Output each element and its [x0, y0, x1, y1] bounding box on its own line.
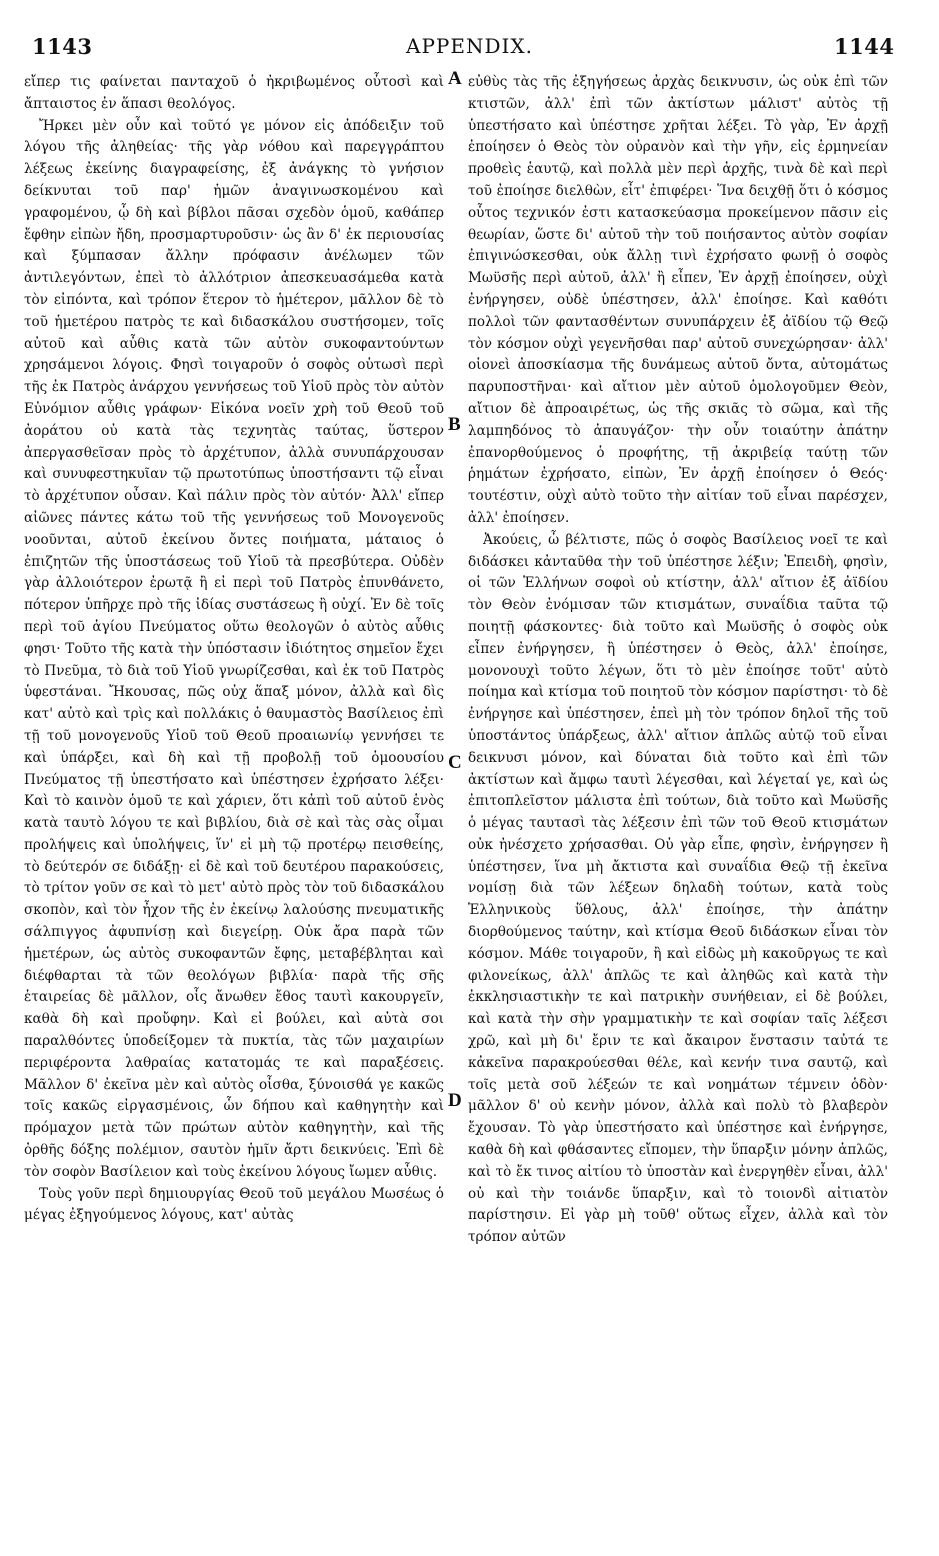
page-header	[0, 0, 939, 59]
running-title: APPENDIX.	[406, 34, 533, 58]
paragraph: Τοὺς γοῦν περὶ δημιουργίας Θεοῦ τοῦ μεγάλου Μωσέως ὁ μέγας ἐξηγούμενος λόγους, κατ' αὐτὰς	[24, 1185, 444, 1224]
paragraph: Ἀκούεις, ὦ βέλτιστε, πῶς ὁ σοφὸς Βασίλειος νοεῖ τε καὶ διδάσκει κἀνταῦθα τὴν τοῦ ὑπέστησε λέξιν; Ἐπειδὴ, φησὶν, οἱ τῶν Ἑλλήνων σοφοὶ οὐ κτίστην, ἀλλ' αἴτιον ἐξ ἀϊδίου τὸν Θεὸν ἐνόμισαν τῶν κτισμάτων, συναΐδια ταῦτα τῷ ποιητῇ φάσκοντες· διὰ τοῦτο καὶ Μωϋσῆς ὁ σοφὸς οὐκ εἶπεν ἐνήργησεν, ἢ ὑπέστησεν ὁ Θεὸς, ἀλλ' ἐποίησε, μονονουχὶ τοῦτο λέγων, ὅτι τὸ μὲν ἐποίησε τοῦτ' αὐτὸ ποίημα καὶ κτίσμα τοῦ ποιητοῦ τὸν κόσμον παρίστησι· τὸ δὲ ἐνήργησε καὶ ὑπέστησεν, ἐπεὶ μὴ τὸν τρόπον δηλοῖ τῆς τοῦ ὑποστάντος ὑπάρξεως, ἀλλ' αἴτιον ἁπλῶς αὐτῷ τοῦ εἶναι δεικνυσι μόνον, καὶ δύναται διὰ τοῦτο καὶ ἐπὶ τῶν ἀκτίστων καὶ ἄμφω ταυτὶ λέγεσθαι, καὶ λέγεταί γε, καὶ ὡς ἐπιτοπλεῖστον μάλιστα ἐπὶ τούτων, διὰ τοῦτο καὶ Μωϋσῆς ὁ μέγας ταυτασὶ τὰς λέξεσιν ἐπὶ τῶν τοῦ Θεοῦ κτισμάτων οὐκ ἠνέσχετο χρήσασθαι. Οὐ γὰρ εἶπε, φησὶν, ἐνήργησεν ἢ ὑπέστησεν, ἵνα μὴ ἄκτιστα καὶ συναΐδια Θεῷ τῇ ἐκεῖνα νομίσῃ διὰ τῶν λέξεων δηλαδὴ τούτων, κατὰ τοὺς Ἑλληνικοὺς ὕθλους, ἀλλ' ἐποίησε, τὴν ἀπάτην διορθούμενος ταύτην, καὶ κτίσμα Θεοῦ διδάσκων εἶναι τὸν κόσμον. Μάθε τοιγαροῦν, ἢ καὶ εἰδὼς μὴ κακοῦργως τε καὶ φιλονείκως, ἀλλ' ἁπλῶς τε καὶ ἀληθῶς καὶ κατὰ τὴν ἐκκλησιαστικὴν τε καὶ πατρικὴν συνήθειαν, εἰ δὲ βούλει, καὶ κατὰ τὴν σὴν γραμματικὴν τε καὶ σοφίαν ταῖς λέξεσι χρῶ, καὶ μὴ δι' ἔριν τε καὶ ἄκαιρον ἔνστασιν ταὐτά τε κἀκεῖνα παρακρούεσθαι θέλε, καὶ κενήν τινα σαυτῷ, καὶ τοῖς μετὰ σοῦ λέξεών τε καὶ νοημάτων τέμνειν ὁδὸν· μᾶλλον δ' οὐ κενὴν μόνον, ἀλλὰ καὶ πολὺ τὸ βλαβερὸν ἔχουσαν. Τὸ γὰρ ὑπεστήσατο καὶ ὑπέστησε καὶ ἐνήργησε, καθὰ δὴ καὶ φθάσαντες εἴπομεν, τὴν ὕπαρξιν μόνην ἁπλῶς, καὶ τὸ ἔκ τινος αἰτίου τὸ ὑποστὰν καὶ ἐνεργηθὲν εἶναι, ἀλλ' οὐ καὶ τὴν τοιάνδε ὕπαρξιν, καὶ τὸ τοιονδὶ αἰτιατὸν παρίστησιν. Εἰ γὰρ μὴ τοῦθ' οὕτως εἶχεν, ἀλλὰ καὶ τὸν τρόπον αὐτῶν	[468, 531, 888, 1246]
left-text-column	[24, 72, 444, 1462]
paragraph: εὐθὺς τὰς τῆς ἐξηγήσεως ἀρχὰς δεικνυσιν, ὡς οὐκ ἐπὶ τῶν κτιστῶν, ἀλλ' ἐπὶ τῶν ἀκτίστων μάλιστ' αὐτὸς τῇ ὑπεστήσατο καὶ ὑπέστησε χρῆται λέξει. Τὸ γὰρ, Ἐν ἀρχῇ ἐποίησεν ὁ Θεὸς τὸν οὐρανὸν καὶ τὴν γῆν, εἰς ἑρμηνείαν προθεὶς ἑαυτῷ, καὶ πολλὰ μὲν περὶ ἀρχῆς, τινὰ δὲ καὶ περὶ τοῦ ἐποίησε διελθὼν, εἶτ' ἐπιφέρει· Ἵνα δειχθῇ ὅτι ὁ κόσμος οὗτος τεχνικόν ἐστι κατασκεύασμα προκείμενον πᾶσιν εἰς θεωρίαν, ὥστε δι' αὐτοῦ τὴν τοῦ ποιήσαντος αὐτὸν σοφίαν ἐπιγινώσκεσθαι, οὐκ ἄλλῃ τινὶ ἐχρήσατο φωνῇ ὁ σοφὸς Μωϋσῆς περὶ αὐτοῦ, ἀλλ' ἢ εἶπεν, Ἐν ἀρχῇ ἐποίησεν, οὐχὶ ἐνήργησεν, οὐδὲ ὑπέστησεν, ἀλλ' ἐποίησε. Καὶ καθότι πολλοὶ τῶν φαντασθέντων συνυπάρχειν ἐξ ἀϊδίου τῷ Θεῷ τὸν κόσμον οὐχὶ γεγενῆσθαι παρ' αὐτοῦ συνεχώρησαν· ἀλλ' οἱονεὶ ἀποσκίασμα τῆς δυνάμεως αὐτοῦ ὄντα, αὐτομάτως παρυποστῆναι· καὶ αἴτιον μὲν αὐτοῦ ὁμολογοῦμεν Θεὸν, αἴτιον δὲ ἀπροαιρέτως, ὡς τῆς σκιᾶς τὸ σῶμα, καὶ τῆς λαμπηδόνος τὸ ἀπαυγάζον· τὴν οὖν τοιαύτην ἀπάτην ἐπανορθούμενος ὁ προφήτης, τῇ ἀκριβείᾳ ταύτῃ τῶν ῥημάτων ἐχρήσατο, εἰπὼν, Ἐν ἀρχῇ ἐποίησεν ὁ Θεός· τουτέστιν, οὐχὶ αὐτὸ τοῦτο τὴν αἰτίαν τοῦ εἶναι παρέσχεν, ἀλλ' ἐποίησεν.	[468, 74, 888, 526]
page-number-left: 1143	[32, 34, 93, 59]
right-text-column	[468, 72, 888, 1462]
section-marker-c: C	[448, 752, 462, 773]
section-marker-a: A	[448, 68, 462, 89]
page-number-right: 1144	[834, 34, 895, 59]
paragraph: εἴπερ τις φαίνεται πανταχοῦ ὁ ἠκριβωμένος οὗτοσὶ καὶ ἄπταιστος ἐν ἅπασι θεολόγος.	[24, 74, 444, 112]
section-marker-d: D	[448, 1090, 462, 1111]
paragraph: Ἤρκει μὲν οὖν καὶ τοῦτό γε μόνον εἰς ἀπόδειξιν τοῦ λόγου τῆς ἀληθείας· τῆς γὰρ νόθου καὶ παρεγγράπτου λέξεως ἐκείνης διαγραφείσης, ἐξ ἀνάγκης τὸ γνήσιον δείκνυται τοῦ παρ' ἡμῶν ἀναγινωσκομένου καὶ γραφομένου, ᾧ δὴ καὶ βίβλοι πᾶσαι σχεδὸν ὁμοῦ, καθάπερ ἔφθην εἰπὼν ἤδη, προσμαρτυροῦσιν· ὡς ἂν δ' ἐκ περιουσίας καὶ ξύμπασαν ἄλλην πρόφασιν ἀνέλωμεν τῶν ἀντιλεγόντων, ἐπεὶ τὸ ἀλλότριον ἀπεσκευασάμεθα κατὰ τὸν εἰπόντα, καὶ τρόπον ἕτερον τὸ ἡμέτερον, μᾶλλον δὲ τὸ τοῦ ἡμετέρου πατρὸς τε καὶ διδασκάλου συστήσομεν, τοῖς αὐτοῦ καὶ αὖθις κατὰ τῶν αὐτὸν συκοφαντούντων χρησάμενοι λόγοις. Φησὶ τοιγαροῦν ὁ σοφὸς οὑτωσὶ περὶ τῆς ἐκ Πατρὸς ἀνάρχου γεννήσεως τοῦ Υἱοῦ πρὸς τὸν αὐτὸν Εὐνόμιον αὖθις γράφων· Εἰκόνα νοεῖν χρὴ τοῦ Θεοῦ τοῦ ἀοράτου οὐ κατὰ τὰς τεχνητὰς ταύτας, ὕστερον ἀπεργασθεῖσαν πρὸς τὸ ἀρχέτυπον, ἀλλὰ συνυπάρχουσαν καὶ συνυφεστηκυῖαν τῷ πρωτοτύπως ὑποστήσαντι τῷ εἶναι τὸ ἀρχέτυπον οὖσαν. Καὶ πάλιν πρὸς τὸν αὐτόν· Ἀλλ' εἴπερ αἰῶνες πάντες κάτω τοῦ τῆς γεννήσεως τοῦ Μονογενοῦς νοοῦνται, αὐτοῦ ἐκείνου ὄντες ποιήματα, μάταιος ὁ ἐπιζητῶν τῆς ὑποστάσεως τοῦ Υἱοῦ τὰ πρεσβύτερα. Οὐδὲν γὰρ ἀλλοιότερον ἐρωτᾷ ἢ εἰ περὶ τοῦ Πατρὸς ἐπυνθάνετο, πότερον ὑπῆρχε πρὸ τῆς ἰδίας συστάσεως ἢ οὐχί. Ἐν δὲ τοῖς περὶ τοῦ ἁγίου Πνεύματος οὕτω θεολογῶν ὁ αὐτὸς αὖθις φησι· Τοῦτο τῆς κατὰ τὴν ὑπόστασιν ἰδιότητος σημεῖον ἔχει τὸ Πνεῦμα, τὸ διὰ τοῦ Υἱοῦ γνωρίζεσθαι, καὶ ἐκ τοῦ Πατρὸς ὑφεστάναι. Ἤκουσας, πῶς οὐχ ἅπαξ μόνον, ἀλλὰ καὶ δὶς κατ' αὐτὸ καὶ τρὶς καὶ πολλάκις ὁ θαυμαστὸς Βασίλειος ἐπὶ τῇ τοῦ μονογενοῦς Υἱοῦ τοῦ Θεοῦ προαιωνίῳ γεννήσει τε καὶ ὑπάρξει, καὶ δὴ καὶ τῇ προβολῇ τοῦ ὁμοουσίου Πνεύματος τῇ ὑπεστήσατο καὶ ὑπέστησεν ἐχρήσατο λέξει· Καὶ τὸ καινὸν ὁμοῦ τε καὶ χάριεν, ὅτι κἀπὶ τοῦ αὐτοῦ ἑνὸς κατὰ ταυτὸ λόγου τε καὶ βιβλίου, διὰ σὲ καὶ τὰς σὰς οἶμαι προλήψεις καὶ ὑπολήψεις, ἵν' εἰ μὴ τῷ προτέρῳ πεισθείης, τὸ δεύτερόν σε διδάξῃ· εἰ δὲ καὶ τοῦ δευτέρου παρακούσεις, τὸ τρίτον γοῦν σε καὶ τὸ μετ' αὐτὸ πρὸς τὸν τοῦ διδασκάλου σκοπὸν, καὶ τὸν ἦχον τῆς ἐν ἐκείνῳ λαλούσης πνευματικῆς σάλπιγγος ἀφυπνίσῃ καὶ διεγείρῃ. Οὐκ ἄρα παρὰ τῶν ἡμετέρων, ὡς αὐτὸς συκοφαντῶν ἔφης, μεταβέβληται καὶ διέφθαρται τὰ τῶν θεολόγων βιβλία· παρὰ τῆς σῆς ἑταιρείας δὲ μᾶλλον, οἷς ἄνωθεν ἔθος ταυτὶ κακουργεῖν, καθὰ δὴ καὶ προὔφην. Καὶ εἰ βούλει, καὶ αὐτὰ σοι παραλθόντες ὑποδείξομεν τὰ πυκτία, τὰς τῶν μαχαιρίων περιφέροντα λαθραίας κατατομάς τε καὶ παραξέσεις. Μᾶλλον δ' ἐκεῖνα μὲν καὶ αὐτὸς οἶσθα, ξύνοισθά γε κακῶς τοῖς κακῶς εἰργασμένοις, ὧν δήπου καὶ καθηγητὴν καὶ πρόμαχον μετὰ τῶν πρώτων αὐτὸν καθηγητὴν, καὶ τῆς ὀρθῆς δόξης πολέμιον, σαυτὸν ἡμῖν ἄρτι δεικνύεις. Ἐπὶ δὲ τὸν σοφὸν Βασίλειον καὶ τοὺς ἐκείνου λόγους ἴωμεν αὖθις.	[24, 117, 444, 1180]
section-marker-b: B	[448, 414, 461, 435]
